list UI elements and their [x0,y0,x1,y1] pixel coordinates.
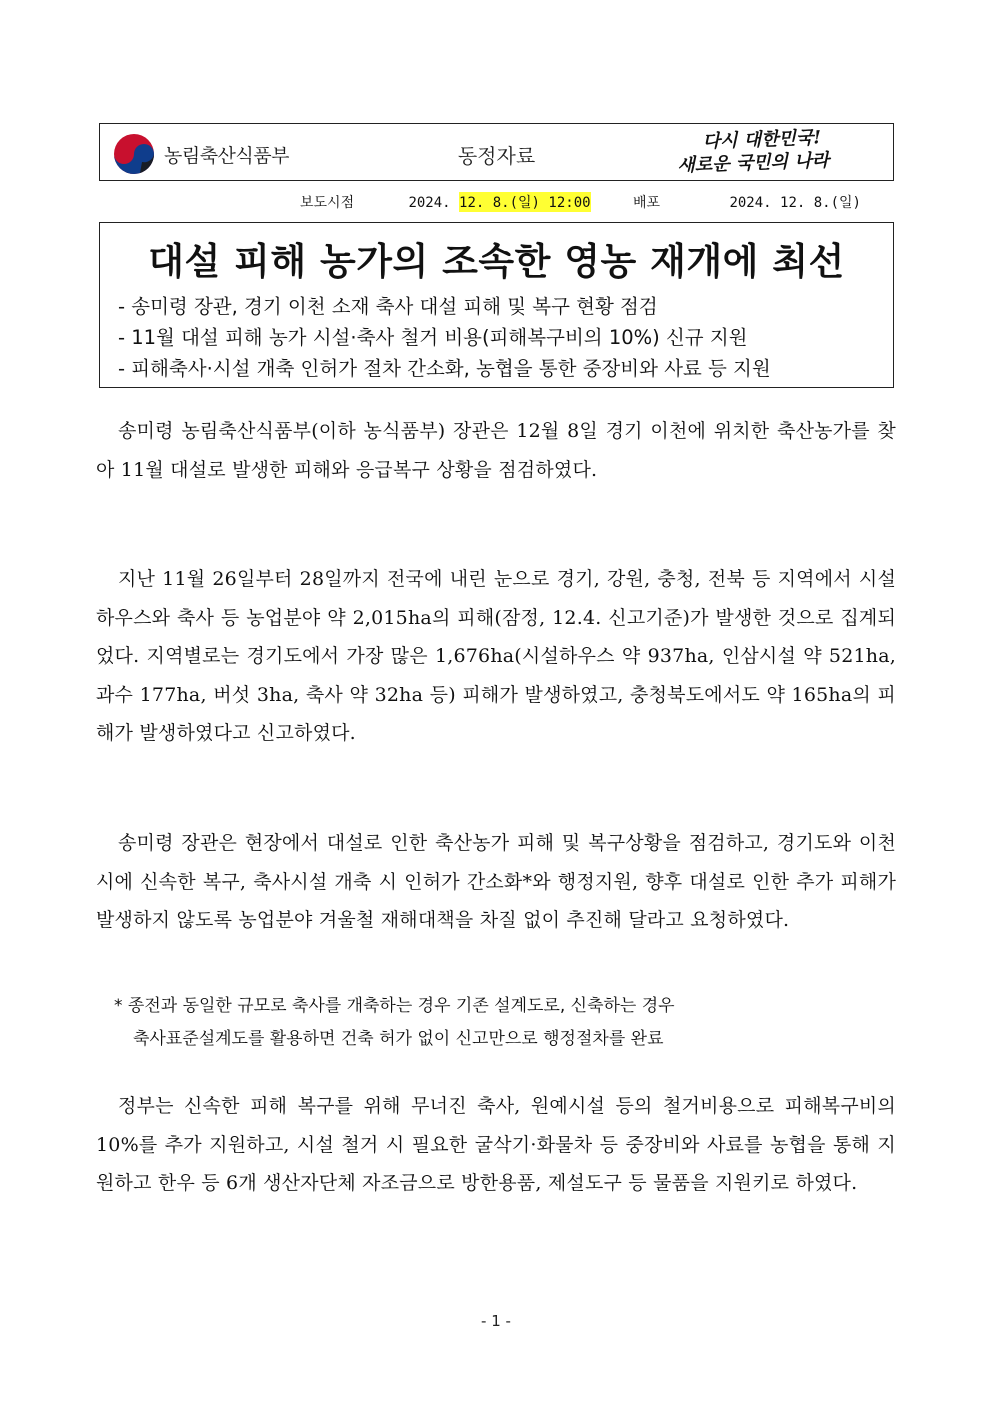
distribution-label: 배포 [633,195,661,211]
slogan [676,125,867,178]
paragraph-text: 송미령 장관은 현장에서 대설로 인한 축산농가 피해 및 복구상황을 점검하고, 경기도와 이천시에 신속한 복구, 축사시설 개축 시 인허가 간소화*와 행정지원, 향후 대설로 인한 추가 피해가 발생하지 않도록 농업분야 겨울철 재해대책을 차질 없이 추진해 달라고 요청하였다. [96,832,896,931]
press-time-label: 보도시점 [300,195,355,211]
header-box [99,123,894,181]
footnote-line: 축사표준설계도를 활용하면 건축 허가 없이 신고만으로 행정절차를 완료 [133,1029,664,1049]
paragraph [96,560,896,753]
headline: 대설 피해 농가의 조속한 영농 재개에 최선 [148,240,845,283]
press-date-highlight: 12. 8.(일) 12:00 [459,192,591,212]
paragraph-text: 송미령 농림축산식품부(이하 농식품부) 장관은 12월 8일 경기 이천에 위치한 축산농가를 찾아 11월 대설로 발생한 피해와 응급복구 상황을 점검하였다. [96,420,896,481]
press-date-prefix: 2024. [408,195,451,211]
slogan-line-1: 다시 대한민국! [702,127,822,153]
ministry-name: 농림축산식품부 [164,144,289,167]
slogan-line-2: 새로운 국민의 나라 [677,150,830,177]
footnote [114,990,675,1056]
page-number: - 1 - [481,1312,511,1330]
footnote-line: * 종전과 동일한 규모로 축사를 개축하는 경우 기존 설계도로, 신축하는 경우 [114,996,675,1016]
subheadline: - 송미령 장관, 경기 이천 소재 축사 대설 피해 및 복구 현황 점검 [118,295,658,318]
paragraph [96,1087,896,1203]
paragraph [96,412,896,489]
paragraph-text: 지난 11월 26일부터 28일까지 전국에 내린 눈으로 경기, 강원, 충청, 전북 등 지역에서 시설하우스와 축사 등 농업분야 약 2,015ha의 피해(잠정, 12.4. 신고기준)가 발생한 것으로 집계되었다. 지역별로는 경기도에서 가장 많은 1,676ha(시설하우스 약 937ha, 인삼시설 약 521ha, 과수 177ha, 버섯 3ha, 축사 약 32ha 등) 피해가 발생하였고, 충청북도에서도 약 165ha의 피해가 발생하였다고 신고하였다. [96,568,896,744]
subheadline-list [118,291,771,384]
doc-type-label: 동정자료 [457,144,536,168]
distribution-date: 2024. 12. 8.(일) [729,195,861,211]
subheadline: - 피해축사·시설 개축 인허가 절차 간소화, 농협을 통한 중장비와 사료 등 지원 [118,357,771,380]
subheadline: - 11월 대설 피해 농가 시설·축사 철거 비용(피해복구비의 10%) 신규 지원 [118,326,748,349]
release-info [300,192,861,212]
paragraph [96,824,896,940]
paragraph-text: 정부는 신속한 피해 복구를 위해 무너진 축사, 원예시설 등의 철거비용으로 피해복구비의 10%를 추가 지원하고, 시설 철거 시 필요한 굴삭기·화물차 등 중장비와 사료를 농협을 통해 지원하고 한우 등 6개 생산자단체 자조금으로 방한용품, 제설도구 등 물품을 지원키로 하였다. [96,1095,896,1194]
title-box [99,222,894,388]
